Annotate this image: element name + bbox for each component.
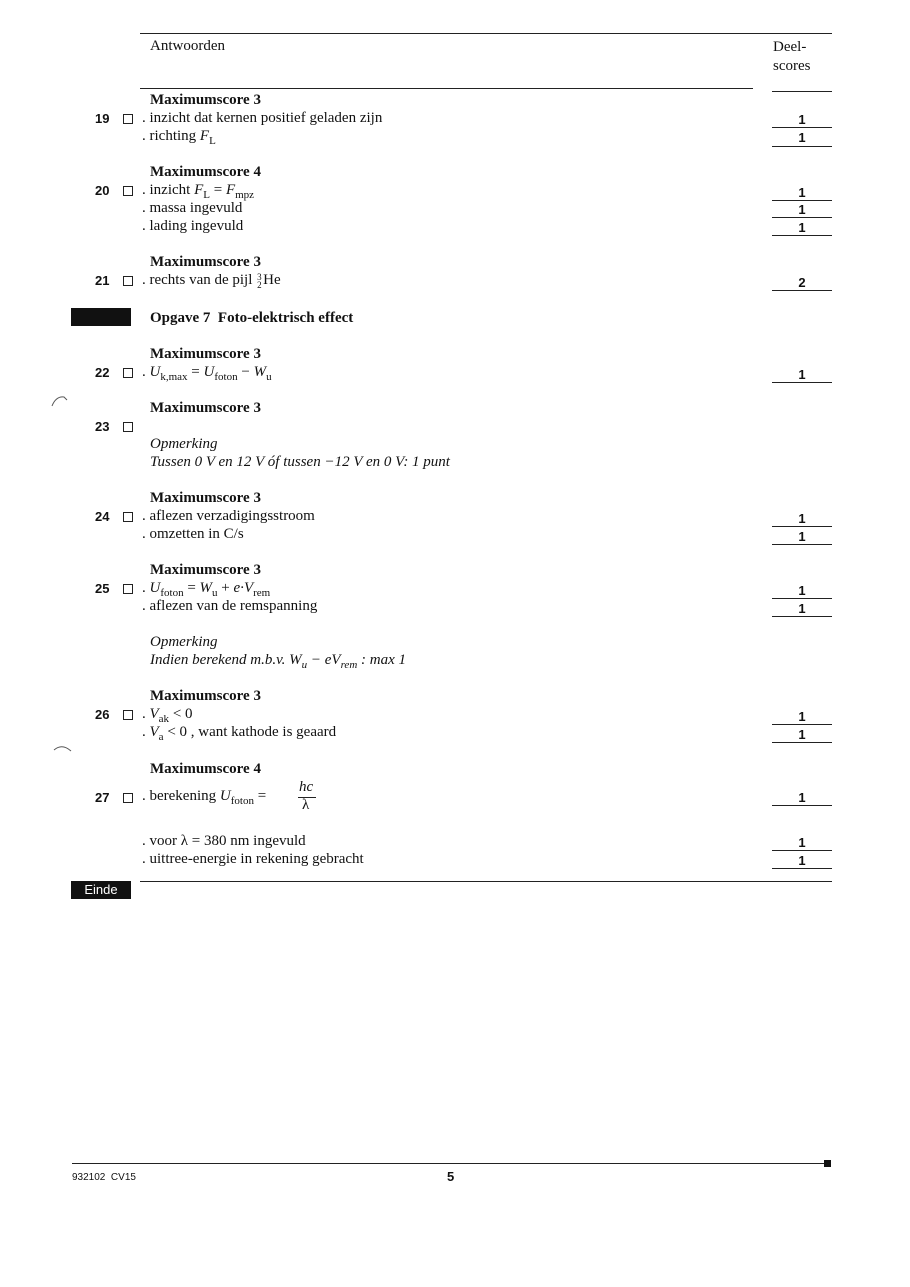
q27-item-1: . berekening $U_{foton}$ = <box>142 788 270 807</box>
q20-score-2: 1 <box>798 202 806 217</box>
q27-maxscore: Maximumscore 4 <box>150 761 261 777</box>
q20-score-line-2 <box>772 217 832 218</box>
q27-frac-den: λ <box>302 797 310 813</box>
q27-item-3: . uittree-energie in rekening gebracht <box>142 851 364 867</box>
q22-item-1: . $U_{k,max} = U_{foton} - W_u$ <box>142 364 272 383</box>
q23-maxscore: Maximumscore 3 <box>150 400 261 416</box>
q24-checkbox[interactable] <box>123 512 133 522</box>
q24-score-2: 1 <box>798 529 806 544</box>
q26-score-line-2 <box>772 742 832 743</box>
q26-score-1: 1 <box>798 709 806 724</box>
q20-score-line-3 <box>772 235 832 236</box>
q22-score-line-1 <box>772 382 832 383</box>
q25-score-2: 1 <box>798 601 806 616</box>
q27-checkbox[interactable] <box>123 793 133 803</box>
q23-note-text: Tussen 0 V en 12 V óf tussen −12 V en 0 V: 1 punt <box>150 454 450 470</box>
section-marker <box>71 308 131 326</box>
q24-score-line-1 <box>772 526 832 527</box>
header-rule-left <box>140 88 753 89</box>
q25-note-text: Indien berekend m.b.v. $W_u - eV_{rem}$ : max 1 <box>150 652 407 671</box>
q27-frac-num: hc <box>299 779 314 795</box>
q21-score-line-1 <box>772 290 832 291</box>
q19-item-2: . richting $F_L$ <box>142 128 216 147</box>
footer-end-square <box>824 1160 831 1167</box>
end-label: Einde <box>84 882 118 897</box>
q19-checkbox[interactable] <box>123 114 133 124</box>
scores-heading-2: scores <box>773 58 811 74</box>
q22-score-1: 1 <box>798 367 806 382</box>
q25-item-2: . aflezen van de remspanning <box>142 598 318 614</box>
q19-score-1: 1 <box>798 112 806 127</box>
q25-note-title: Opmerking <box>150 634 218 650</box>
q22-number: 22 <box>95 365 110 380</box>
q19-score-2: 1 <box>798 130 806 145</box>
q20-item-3: . lading ingevuld <box>142 218 244 234</box>
q26-maxscore: Maximumscore 3 <box>150 688 261 704</box>
q21-score-1: 2 <box>798 275 806 290</box>
q20-item-2: . massa ingevuld <box>142 200 243 216</box>
q26-number: 26 <box>95 707 110 722</box>
q25-item-1: . $U_{foton} = W_u + e\cdot V_{rem}$ <box>142 580 271 599</box>
scores-heading-1: Deel- <box>773 39 807 55</box>
end-rule <box>140 881 832 882</box>
q25-number: 25 <box>95 581 110 596</box>
q19-item-1: . inzicht dat kernen positief geladen zijn <box>142 110 383 126</box>
q27-item-2: . voor λ = 380 nm ingevuld <box>142 833 306 849</box>
q27-score-2: 1 <box>798 835 806 850</box>
q21-maxscore: Maximumscore 3 <box>150 254 261 270</box>
top-rule <box>140 33 832 34</box>
margin-mark-2 <box>52 742 74 754</box>
q25-maxscore: Maximumscore 3 <box>150 562 261 578</box>
q23-checkbox[interactable] <box>123 422 133 432</box>
q23-note-title: Opmerking <box>150 436 218 452</box>
q24-number: 24 <box>95 509 110 524</box>
q26-item-2: . $V_a < 0$ , want kathode is geaard <box>142 724 337 743</box>
q27-score-3: 1 <box>798 853 806 868</box>
q21-item-1: . rechts van de pijl 3 2 He <box>142 272 281 290</box>
q20-number: 20 <box>95 183 110 198</box>
q19-maxscore: Maximumscore 3 <box>150 92 261 108</box>
q20-score-3: 1 <box>798 220 806 235</box>
q27-number: 27 <box>95 790 110 805</box>
q24-item-1: . aflezen verzadigingsstroom <box>142 508 315 524</box>
q24-item-2: . omzetten in C/s <box>142 526 244 542</box>
q20-score-line-1 <box>772 200 832 201</box>
q19-number: 19 <box>95 111 110 126</box>
header-rule-right <box>772 91 832 92</box>
q26-item-1: . $V_{ak} < 0$ <box>142 706 193 725</box>
q24-score-1: 1 <box>798 511 806 526</box>
q24-score-line-2 <box>772 544 832 545</box>
page-number: 5 <box>447 1169 455 1184</box>
q27-score-line-1 <box>772 805 832 806</box>
q19-score-line-1 <box>772 127 832 128</box>
margin-mark-1 <box>50 394 70 408</box>
q25-score-line-1 <box>772 598 832 599</box>
q26-checkbox[interactable] <box>123 710 133 720</box>
q21-checkbox[interactable] <box>123 276 133 286</box>
q23-number: 23 <box>95 419 110 434</box>
footer-rule <box>72 1163 826 1164</box>
q20-maxscore: Maximumscore 4 <box>150 164 261 180</box>
q26-score-2: 1 <box>798 727 806 742</box>
end-marker <box>71 881 131 899</box>
q22-maxscore: Maximumscore 3 <box>150 346 261 362</box>
q26-score-line-1 <box>772 724 832 725</box>
answers-heading: Antwoorden <box>150 38 225 54</box>
footer-code: 932102 CV15 <box>72 1172 136 1183</box>
q27-score-1: 1 <box>798 790 806 805</box>
q20-score-1: 1 <box>798 185 806 200</box>
section-title: Opgave 7 Foto-elektrisch effect <box>150 310 354 326</box>
q19-score-line-2 <box>772 146 832 147</box>
q25-score-line-2 <box>772 616 832 617</box>
q22-checkbox[interactable] <box>123 368 133 378</box>
q20-checkbox[interactable] <box>123 186 133 196</box>
q21-number: 21 <box>95 273 110 288</box>
q27-score-line-2 <box>772 850 832 851</box>
q20-item-1: . inzicht $F_L = F_{mpz}$ <box>142 182 255 201</box>
q25-score-1: 1 <box>798 583 806 598</box>
q24-maxscore: Maximumscore 3 <box>150 490 261 506</box>
q25-checkbox[interactable] <box>123 584 133 594</box>
q27-score-line-3 <box>772 868 832 869</box>
